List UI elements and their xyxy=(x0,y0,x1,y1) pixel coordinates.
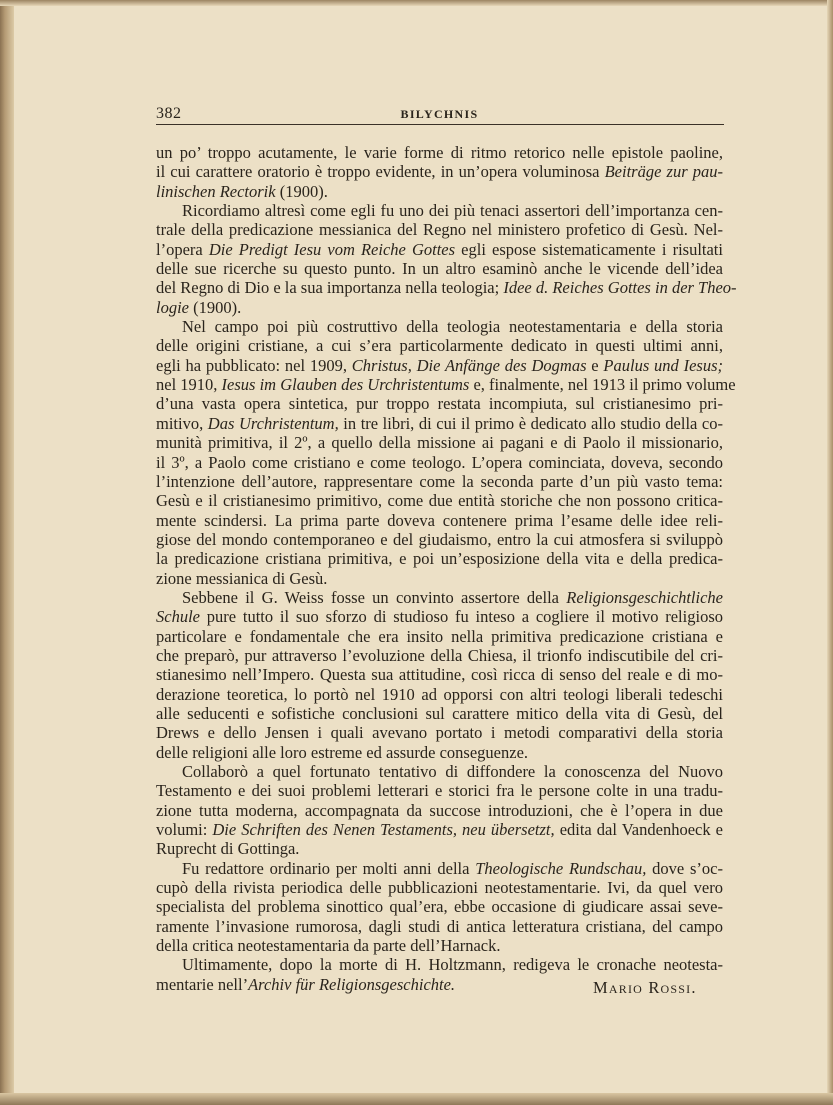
text-run: un po’ troppo acutamente, le varie forme di ritmo retorico nelle epistole paoline, xyxy=(156,143,723,162)
text-run: Ultimamente, dopo la morte di H. Holtzmann, redigeva le cronache neotesta- xyxy=(182,955,723,975)
italic-title: Theologische Rundschau, xyxy=(475,858,647,878)
text-run: volumi: xyxy=(156,820,213,840)
text-line xyxy=(156,801,723,820)
text-run: particolare e fondamentale che era insito nella primitiva predicazione cristiana e xyxy=(156,626,723,646)
text-run: l’opera xyxy=(156,239,209,259)
italic-title: Beiträge zur pau- xyxy=(604,162,724,182)
text-line xyxy=(156,665,723,684)
text-run: ramente l’invasione rumorosa, dagli studi di antica letteratura cristiana, del campo xyxy=(156,916,723,936)
italic-title: Idee d. Reiches Gottes in der Theo- xyxy=(503,278,737,298)
text-run: zione tutta moderna, accompagnata da succose introduzioni, che è l’opera in due xyxy=(156,800,723,820)
text-run: Ruprecht di Gottinga. xyxy=(156,839,300,859)
text-run: pure tutto il suo sforzo di studioso fu inteso a cogliere il motivo religioso xyxy=(199,607,723,627)
text-line xyxy=(156,220,723,239)
text-line xyxy=(156,607,723,626)
italic-title: linischen Rectorik xyxy=(156,181,276,201)
text-run: delle origini cristiane, a cui s’era particolarmente dedicato in questi ultimi anni, xyxy=(156,336,723,356)
text-run: specialista del problema sinottico qual’era, ebbe occasione di giudicare assai seve- xyxy=(156,897,723,917)
text-run: che preparò, pur attraverso l’evoluzione della Chiesa, il trionfo indiscutibile del cri- xyxy=(156,645,723,665)
text-run: la predicazione cristiana primitiva, e poi un’esposizione della vita e della predica- xyxy=(156,549,723,569)
text-run: giose del mondo contemporaneo e del giudaismo, entro la cui atmosfera si sviluppò xyxy=(156,529,723,549)
text-line xyxy=(156,201,723,220)
text-line xyxy=(156,704,723,723)
text-run: Drews e dello Jensen i quali avevano portato i metodi comparativi della storia xyxy=(156,723,723,743)
italic-title: Die Schriften des Nenen Testaments, neu übersetzt, xyxy=(212,820,555,840)
text-run: cupò della rivista periodica delle pubblicazioni neotestamentarie. Ivi, da quel vero xyxy=(156,878,723,898)
text-line xyxy=(156,433,723,452)
text-line xyxy=(156,240,723,259)
text-run: in tre libri, di cui il primo è dedicato allo studio della co- xyxy=(338,413,723,433)
page-right-edge xyxy=(827,0,833,1105)
text-run: zione messianica di Gesù. xyxy=(156,568,328,588)
text-line xyxy=(156,278,737,298)
text-run: il cui carattere oratorio è troppo evidente, in un’opera voluminosa xyxy=(156,162,605,182)
text-run: trale della predicazione messianica del Regno nel ministero profetico di Gesù. Nel- xyxy=(156,220,723,240)
text-run: mitivo, xyxy=(156,413,208,433)
text-run: Gesù e il cristianesimo primitivo, come due entità storiche che non possono critica- xyxy=(156,491,723,511)
text-line xyxy=(156,859,723,878)
text-line xyxy=(156,298,723,317)
text-line xyxy=(156,781,723,800)
text-line xyxy=(156,162,723,181)
text-run: derazione teoretica, lo portò nel 1910 ad opporsi con altri teologi liberali tedeschi xyxy=(156,684,723,704)
text-line xyxy=(156,530,723,549)
text-line xyxy=(156,317,723,336)
italic-title: Christus, Die Anfänge des Dogmas xyxy=(351,355,587,375)
text-line xyxy=(156,453,723,472)
text-line xyxy=(156,743,723,762)
text-run: munità primitiva, il 2º, a quello della missione ai pagani e di Paolo il missionario, xyxy=(156,433,723,453)
text-line xyxy=(156,569,723,588)
italic-title: Iesus im Glauben des Urchristentums xyxy=(221,375,470,395)
page-number: 382 xyxy=(156,105,182,122)
text-line xyxy=(156,627,723,646)
italic-title: Religionsgeschichtliche xyxy=(566,587,723,607)
article-body xyxy=(156,143,737,997)
text-run: Sebbene il G. Weiss fosse un convinto assertore della xyxy=(182,587,567,607)
text-run: d’una vasta opera sintetica, pur troppo restata incompiuta, sul cristianesimo pri- xyxy=(156,394,723,414)
text-run: e xyxy=(586,355,604,375)
text-line xyxy=(156,336,723,355)
text-line xyxy=(156,820,723,839)
text-run: mente scindersi. La prima parte doveva contenere prima l’esame delle idee reli- xyxy=(156,510,723,530)
text-run: delle religioni alle loro estreme ed assurde conseguenze. xyxy=(156,742,529,762)
text-line xyxy=(156,588,723,607)
page-bottom-edge xyxy=(0,1093,833,1105)
text-run: della critica neotestamentaria da parte dell’Harnack. xyxy=(156,936,501,956)
text-run: del Regno di Dio e la sua importanza nella teologia; xyxy=(156,278,504,298)
text-line xyxy=(156,762,723,781)
text-line xyxy=(156,917,723,936)
text-run: nel 1910, xyxy=(156,375,222,395)
page-binding-edge xyxy=(0,0,14,1105)
text-line xyxy=(156,259,723,278)
text-line xyxy=(156,182,723,201)
italic-title: Die Predigt Iesu vom Reiche Gottes xyxy=(208,239,456,259)
italic-title: Archiv für Religionsgeschichte. xyxy=(248,974,456,994)
italic-title: Schule xyxy=(156,607,200,627)
text-line xyxy=(156,472,723,491)
text-line xyxy=(156,723,723,742)
text-line xyxy=(156,974,723,997)
italic-title: Das Urchristentum, xyxy=(207,413,339,433)
page-top-edge xyxy=(0,0,833,6)
text-run: Ricordiamo altresì come egli fu uno dei più tenaci assertori dell’importanza cen- xyxy=(182,201,723,221)
text-run: (1900). xyxy=(275,181,328,201)
text-run: il 3º, a Paolo come cristiano e come teologo. L’opera cominciata, doveva, secondo xyxy=(156,452,723,472)
text-run: delle sue ricerche su questo punto. In un altro esaminò anche le vicende dell’idea xyxy=(156,259,723,279)
text-line xyxy=(156,356,723,375)
text-run: stianesimo nell’Impero. Questa sua attitudine, così ricca di senso del reale e di mo- xyxy=(156,665,723,685)
text-run: dove s’oc- xyxy=(646,858,723,878)
text-line xyxy=(156,375,736,395)
text-run: edita dal Vandenhoeck e xyxy=(554,820,723,840)
text-line xyxy=(156,955,723,974)
author-signature: Mario Rossi. xyxy=(593,977,697,997)
text-line xyxy=(156,839,723,858)
text-line xyxy=(156,897,723,916)
text-run: egli espose sistematicamente i risultati xyxy=(455,239,723,259)
text-run: Testamento e dei suoi problemi letterari e storici fra le persone colte in una tradu- xyxy=(156,781,723,801)
italic-title: Paulus und Iesus; xyxy=(603,355,723,375)
text-run: Collaborò a quel fortunato tentativo di diffondere la conoscenza del Nuovo xyxy=(182,762,723,781)
text-run: l’intenzione dell’autore, rappresentare come la seconda parte d’un più vasto tema: xyxy=(156,471,723,491)
text-run: e, finalmente, nel 1913 il primo volume xyxy=(469,375,736,395)
text-line xyxy=(156,394,723,413)
text-line xyxy=(156,936,723,955)
text-line xyxy=(156,646,723,665)
text-line xyxy=(156,143,723,162)
text-line xyxy=(156,491,723,510)
text-run: alle seducenti e sofistiche conclusioni sul carattere mitico della vita di Gesù, del xyxy=(156,703,723,723)
text-line xyxy=(156,511,723,530)
header-rule xyxy=(156,124,724,125)
text-run: egli ha pubblicato: nel 1909, xyxy=(156,355,352,375)
text-line xyxy=(156,549,723,568)
running-title: BILYCHNIS xyxy=(400,107,479,121)
text-line xyxy=(156,878,723,897)
text-run: (1900). xyxy=(189,297,242,317)
text-line xyxy=(156,685,723,704)
text-run: mentarie nell’ xyxy=(156,974,249,994)
text-run: Nel campo poi più costruttivo della teologia neotestamentaria e della storia xyxy=(182,317,723,337)
italic-title: logie xyxy=(156,297,189,317)
text-line xyxy=(156,414,723,433)
text-run: Fu redattore ordinario per molti anni della xyxy=(182,858,476,878)
